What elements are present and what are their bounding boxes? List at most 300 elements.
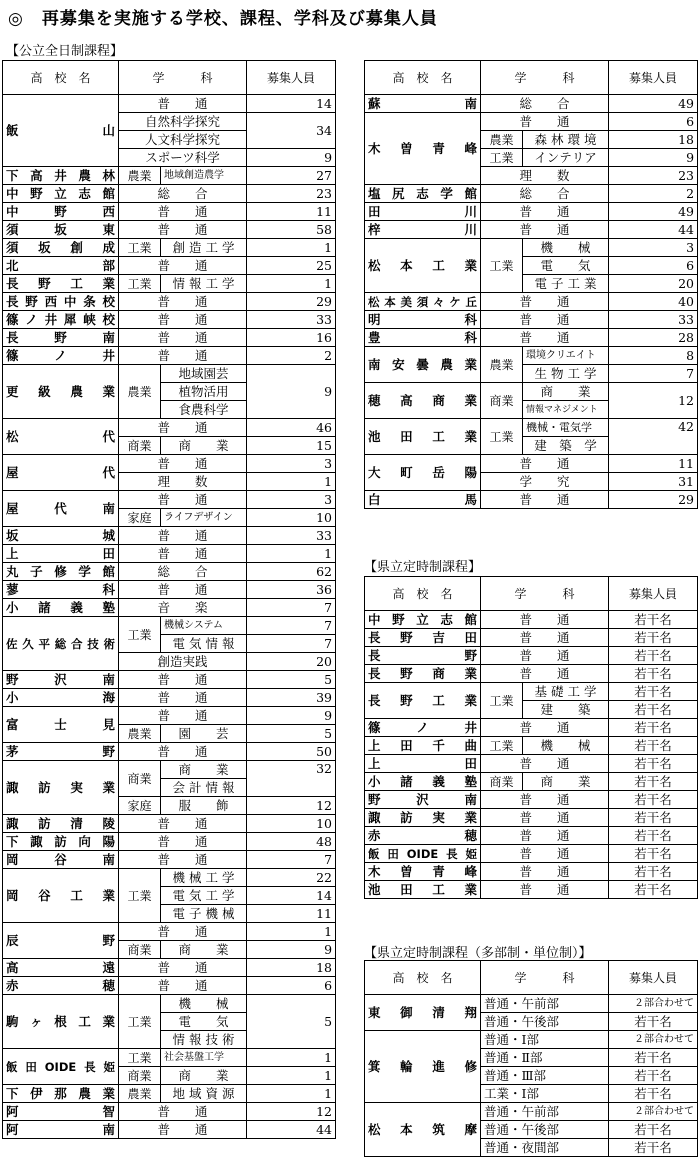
count-cell: 12 bbox=[609, 383, 698, 419]
department-cell: 若干名 bbox=[609, 1085, 698, 1103]
department-cell: 若干名 bbox=[609, 1067, 698, 1085]
department-cell: 普 通 bbox=[119, 329, 247, 347]
table-row bbox=[365, 203, 698, 221]
department-cell: 社会基盤工学 bbox=[161, 1049, 247, 1067]
school-name-cell: 小 海 bbox=[3, 689, 119, 707]
count-cell: 2 bbox=[609, 185, 698, 203]
department-cell: 普 通 bbox=[119, 203, 247, 221]
department-cell: 普通・Ⅱ部 bbox=[481, 1049, 609, 1067]
table-row bbox=[365, 347, 698, 365]
department-cell: 普 通 bbox=[119, 311, 247, 329]
table-row bbox=[3, 545, 336, 563]
page-title: ◎ 再募集を実施する学校、課程、学科及び募集人員 bbox=[8, 9, 438, 29]
count-cell: 1 bbox=[247, 239, 336, 257]
school-name-cell: 須 坂 創 成 bbox=[3, 239, 119, 257]
table-row bbox=[365, 1031, 698, 1049]
school-name-cell: 中 野 立 志 館 bbox=[3, 185, 119, 203]
department-cell: 普 通 bbox=[119, 293, 247, 311]
department-cell: 植物活用 bbox=[161, 383, 247, 401]
school-name-cell: 池 田 工 業 bbox=[365, 419, 481, 455]
department-cell: 普 通 bbox=[481, 311, 609, 329]
department-cell: インテリア bbox=[523, 149, 609, 167]
department-cell: 普 通 bbox=[119, 455, 247, 473]
table-row bbox=[3, 221, 336, 239]
department-cell: 普 通 bbox=[119, 545, 247, 563]
table-row bbox=[365, 455, 698, 473]
full-time-table-left bbox=[2, 60, 336, 1139]
department-cell: 自然科学探究 bbox=[119, 113, 247, 131]
count-cell: 11 bbox=[247, 905, 336, 923]
school-name-cell: 小 諸 義 塾 bbox=[365, 773, 481, 791]
table-row bbox=[365, 737, 698, 755]
count-cell: 6 bbox=[247, 977, 336, 995]
department-cell: 普 通 bbox=[119, 1103, 247, 1121]
category-cell: 商業 bbox=[119, 1067, 161, 1085]
department-cell: 電 子 機 械 bbox=[161, 905, 247, 923]
full-time-table-right bbox=[364, 60, 698, 509]
department-cell: 商 業 bbox=[523, 773, 609, 791]
school-name-cell: 蘇 南 bbox=[365, 95, 481, 113]
department-cell: 商 業 bbox=[161, 1067, 247, 1085]
department-cell: 若干名 bbox=[609, 701, 698, 719]
department-cell: 電 子 工 業 bbox=[523, 275, 609, 293]
count-cell: 9 bbox=[609, 149, 698, 167]
table-row bbox=[365, 221, 698, 239]
department-cell: 環境クリエイト bbox=[523, 347, 609, 365]
count-cell: 1 bbox=[247, 275, 336, 293]
department-cell: 普 通 bbox=[481, 629, 609, 647]
count-cell: 14 bbox=[247, 95, 336, 113]
table-row bbox=[3, 455, 336, 473]
department-cell: 園 芸 bbox=[161, 725, 247, 743]
count-cell: 23 bbox=[247, 185, 336, 203]
header-count: 募集人員 bbox=[609, 61, 698, 95]
table-row bbox=[3, 293, 336, 311]
count-cell: 25 bbox=[247, 257, 336, 275]
count-cell: 58 bbox=[247, 221, 336, 239]
count-cell: 12 bbox=[247, 797, 336, 815]
department-cell: 若干名 bbox=[609, 881, 698, 899]
part-time-table bbox=[364, 576, 698, 899]
table-row bbox=[3, 995, 336, 1013]
department-cell: 地域創造農学 bbox=[161, 167, 247, 185]
count-cell: 7 bbox=[247, 599, 336, 617]
table-row bbox=[3, 419, 336, 437]
department-cell: 若干名 bbox=[609, 1013, 698, 1031]
department-cell: 電 気 工 学 bbox=[161, 887, 247, 905]
table-row bbox=[365, 329, 698, 347]
department-cell: 機械・電気学 bbox=[523, 419, 609, 437]
table-row bbox=[365, 863, 698, 881]
count-cell: 7 bbox=[247, 635, 336, 653]
department-cell: 商 業 bbox=[523, 383, 609, 401]
department-cell: 地域園芸 bbox=[161, 365, 247, 383]
department-cell: 若干名 bbox=[609, 737, 698, 755]
category-cell: 農業 bbox=[481, 131, 523, 149]
department-cell: 普 通 bbox=[481, 113, 609, 131]
category-cell: 農業 bbox=[119, 365, 161, 419]
department-cell: 普通・夜間部 bbox=[481, 1139, 609, 1157]
table-header bbox=[365, 577, 698, 611]
table-row bbox=[365, 1103, 698, 1121]
category-cell: 商業 bbox=[119, 437, 161, 455]
school-name-cell: 上 田 bbox=[3, 545, 119, 563]
count-cell: 1 bbox=[247, 545, 336, 563]
department-cell: 若干名 bbox=[609, 611, 698, 629]
department-cell: 学 究 bbox=[481, 473, 609, 491]
table-row bbox=[3, 1121, 336, 1139]
department-cell: 若干名 bbox=[609, 665, 698, 683]
school-name-cell: 赤 穂 bbox=[365, 827, 481, 845]
table-row bbox=[365, 755, 698, 773]
department-cell: 創造実践 bbox=[119, 653, 247, 671]
category-cell: 商業 bbox=[119, 941, 161, 959]
table-row bbox=[3, 617, 336, 635]
header-school: 高 校 名 bbox=[365, 577, 481, 611]
school-name-cell: 下 高 井 農 林 bbox=[3, 167, 119, 185]
school-name-cell: 中 野 西 bbox=[3, 203, 119, 221]
department-cell: 普 通 bbox=[481, 611, 609, 629]
department-cell: 普 通 bbox=[119, 347, 247, 365]
department-cell: 普 通 bbox=[481, 665, 609, 683]
department-cell: 機 械 工 学 bbox=[161, 869, 247, 887]
count-cell: 44 bbox=[247, 1121, 336, 1139]
count-cell: 27 bbox=[247, 167, 336, 185]
department-cell: 電 気 情 報 bbox=[161, 635, 247, 653]
count-cell: 40 bbox=[609, 293, 698, 311]
department-cell: 普 通 bbox=[481, 491, 609, 509]
department-cell: 普 通 bbox=[481, 647, 609, 665]
table-row bbox=[3, 257, 336, 275]
department-cell: 情 報 技 術 bbox=[161, 1031, 247, 1049]
school-name-cell: 赤 穂 bbox=[3, 977, 119, 995]
department-cell: 若干名 bbox=[609, 1049, 698, 1067]
department-cell: 普 通 bbox=[481, 455, 609, 473]
school-name-cell: 長 野 南 bbox=[3, 329, 119, 347]
department-cell: 若干名 bbox=[609, 773, 698, 791]
table-row bbox=[365, 491, 698, 509]
department-cell: 普 通 bbox=[119, 923, 247, 941]
department-cell: 普 通 bbox=[481, 203, 609, 221]
table-row bbox=[3, 329, 336, 347]
count-cell: 33 bbox=[609, 311, 698, 329]
department-cell: 電 気 bbox=[161, 1013, 247, 1031]
department-cell: 普 通 bbox=[119, 689, 247, 707]
school-name-cell: 箕 輪 進 修 bbox=[365, 1031, 481, 1103]
table-row bbox=[3, 185, 336, 203]
school-name-cell: 長 野 吉 田 bbox=[365, 629, 481, 647]
department-cell: 食農科学 bbox=[161, 401, 247, 419]
count-cell: 46 bbox=[247, 419, 336, 437]
table-row bbox=[365, 665, 698, 683]
department-cell: 普 通 bbox=[481, 329, 609, 347]
table-row bbox=[3, 707, 336, 725]
department-cell: 普 通 bbox=[481, 755, 609, 773]
department-cell: 普通・Ⅰ部 bbox=[481, 1031, 609, 1049]
table-row bbox=[365, 827, 698, 845]
school-name-cell: 木 曽 青 峰 bbox=[365, 863, 481, 881]
school-name-cell: 富 士 見 bbox=[3, 707, 119, 743]
department-cell: 普 通 bbox=[119, 707, 247, 725]
count-cell: 3 bbox=[247, 455, 336, 473]
department-cell: 普 通 bbox=[119, 527, 247, 545]
department-cell: 普通・午後部 bbox=[481, 1121, 609, 1139]
category-cell: 工業 bbox=[481, 149, 523, 167]
department-cell: 普 通 bbox=[481, 845, 609, 863]
count-cell: 10 bbox=[247, 815, 336, 833]
school-name-cell: 白 馬 bbox=[365, 491, 481, 509]
header-school: 高 校 名 bbox=[3, 61, 119, 95]
count-cell: 7 bbox=[609, 365, 698, 383]
table-row bbox=[3, 671, 336, 689]
category-cell: 家庭 bbox=[119, 797, 161, 815]
department-cell: 若干名 bbox=[609, 845, 698, 863]
school-name-cell: 長野西中条校 bbox=[3, 293, 119, 311]
school-name-cell: 北 部 bbox=[3, 257, 119, 275]
school-name-cell: 下 諏 訪 向 陽 bbox=[3, 833, 119, 851]
count-cell: 2 bbox=[247, 347, 336, 365]
table-row bbox=[365, 995, 698, 1013]
table-row bbox=[365, 95, 698, 113]
count-cell: 20 bbox=[247, 653, 336, 671]
count-cell: 20 bbox=[609, 275, 698, 293]
count-cell: 18 bbox=[609, 131, 698, 149]
department-cell: 普通・午前部 bbox=[481, 1103, 609, 1121]
school-name-cell: 梓 川 bbox=[365, 221, 481, 239]
category-cell: 農業 bbox=[481, 347, 523, 383]
department-cell: 機械システム bbox=[161, 617, 247, 635]
department-cell: 普 通 bbox=[119, 743, 247, 761]
count-cell: 1 bbox=[247, 923, 336, 941]
department-cell: 普 通 bbox=[119, 1121, 247, 1139]
department-cell: 建 築 学 bbox=[523, 437, 609, 455]
count-cell: ２部合わせて bbox=[609, 1031, 698, 1049]
table-row bbox=[3, 1085, 336, 1103]
department-cell: 普 通 bbox=[481, 293, 609, 311]
table-header bbox=[365, 961, 698, 995]
department-cell: 若干名 bbox=[609, 755, 698, 773]
school-name-cell: 野 沢 南 bbox=[365, 791, 481, 809]
department-cell: 普 通 bbox=[119, 815, 247, 833]
category-cell: 工業 bbox=[119, 275, 161, 293]
count-cell: 32 bbox=[247, 761, 336, 797]
school-name-cell: 岡 谷 工 業 bbox=[3, 869, 119, 923]
school-name-cell: 中 野 立 志 館 bbox=[365, 611, 481, 629]
department-cell: 電 気 bbox=[523, 257, 609, 275]
table-row bbox=[365, 239, 698, 257]
department-cell: 建 築 bbox=[523, 701, 609, 719]
header-count: 募集人員 bbox=[247, 61, 336, 95]
department-cell: 普通・午前部 bbox=[481, 995, 609, 1013]
department-cell: 若干名 bbox=[609, 1139, 698, 1157]
count-cell: 8 bbox=[609, 347, 698, 365]
school-name-cell: 飯田OIDE長姫 bbox=[3, 1049, 119, 1085]
count-cell: 29 bbox=[247, 293, 336, 311]
count-cell: 1 bbox=[247, 473, 336, 491]
school-name-cell: 篠 ノ 井 bbox=[3, 347, 119, 365]
count-cell: 44 bbox=[609, 221, 698, 239]
table-row bbox=[3, 203, 336, 221]
department-cell: 創 造 工 学 bbox=[161, 239, 247, 257]
school-name-cell: 塩 尻 志 学 館 bbox=[365, 185, 481, 203]
category-cell: 農業 bbox=[119, 1085, 161, 1103]
department-cell: 理 数 bbox=[481, 167, 609, 185]
school-name-cell: 岡 谷 南 bbox=[3, 851, 119, 869]
department-cell: 普 通 bbox=[119, 581, 247, 599]
department-cell: 普 通 bbox=[119, 851, 247, 869]
department-cell: 総 合 bbox=[481, 185, 609, 203]
department-cell: 普 通 bbox=[119, 491, 247, 509]
department-cell: 人文科学探究 bbox=[119, 131, 247, 149]
count-cell: 3 bbox=[609, 239, 698, 257]
department-cell: 若干名 bbox=[609, 719, 698, 737]
department-cell: 理 数 bbox=[119, 473, 247, 491]
department-cell: 工業・Ⅰ部 bbox=[481, 1085, 609, 1103]
department-cell: 基 礎 工 学 bbox=[523, 683, 609, 701]
school-name-cell: 野 沢 南 bbox=[3, 671, 119, 689]
department-cell: 総 合 bbox=[481, 95, 609, 113]
school-name-cell: 長 野 工 業 bbox=[365, 683, 481, 719]
table-row bbox=[3, 833, 336, 851]
count-cell: 6 bbox=[609, 113, 698, 131]
department-cell: 情 報 工 学 bbox=[161, 275, 247, 293]
department-cell: 若干名 bbox=[609, 809, 698, 827]
table-row bbox=[365, 419, 698, 437]
table-row bbox=[3, 311, 336, 329]
count-cell: 28 bbox=[609, 329, 698, 347]
table-row bbox=[3, 491, 336, 509]
header-dept: 学 科 bbox=[119, 61, 247, 95]
count-cell: 49 bbox=[609, 203, 698, 221]
count-cell: 9 bbox=[247, 365, 336, 419]
count-cell: 1 bbox=[247, 1067, 336, 1085]
school-name-cell: 丸 子 修 学 館 bbox=[3, 563, 119, 581]
school-name-cell: 蓼 科 bbox=[3, 581, 119, 599]
department-cell: 普 通 bbox=[119, 419, 247, 437]
department-cell: 普通・Ⅲ部 bbox=[481, 1067, 609, 1085]
department-cell: 商 業 bbox=[161, 761, 247, 779]
category-cell: 工業 bbox=[119, 239, 161, 257]
school-name-cell: 松 本 工 業 bbox=[365, 239, 481, 293]
count-cell: 62 bbox=[247, 563, 336, 581]
category-cell: 工業 bbox=[119, 1049, 161, 1067]
count-cell: 23 bbox=[609, 167, 698, 185]
count-cell: 3 bbox=[247, 491, 336, 509]
table-row bbox=[3, 167, 336, 185]
count-cell: 5 bbox=[247, 671, 336, 689]
table-row bbox=[3, 977, 336, 995]
school-name-cell: 穂 高 商 業 bbox=[365, 383, 481, 419]
table-row bbox=[365, 383, 698, 401]
category-cell: 工業 bbox=[481, 683, 523, 719]
school-name-cell: 篠 ノ 井 bbox=[365, 719, 481, 737]
count-cell: 9 bbox=[247, 941, 336, 959]
school-name-cell: 篠ノ井犀峡校 bbox=[3, 311, 119, 329]
department-cell: 普 通 bbox=[119, 671, 247, 689]
count-cell: 14 bbox=[247, 887, 336, 905]
category-cell: 工業 bbox=[481, 239, 523, 293]
department-cell: 生 物 工 学 bbox=[523, 365, 609, 383]
count-cell: 1 bbox=[247, 1085, 336, 1103]
category-cell: 工業 bbox=[119, 869, 161, 923]
table-row bbox=[365, 773, 698, 791]
table-row bbox=[3, 923, 336, 941]
table-row bbox=[3, 563, 336, 581]
school-name-cell: 田 川 bbox=[365, 203, 481, 221]
school-name-cell: 長 野 商 業 bbox=[365, 665, 481, 683]
department-cell: 会 計 情 報 bbox=[161, 779, 247, 797]
table-row bbox=[365, 719, 698, 737]
table-row bbox=[365, 611, 698, 629]
category-cell: 商業 bbox=[119, 761, 161, 797]
count-cell: 5 bbox=[247, 725, 336, 743]
table-row bbox=[365, 791, 698, 809]
department-cell: 地 域 資 源 bbox=[161, 1085, 247, 1103]
school-name-cell: 下 伊 那 農 業 bbox=[3, 1085, 119, 1103]
table-row bbox=[3, 761, 336, 779]
count-cell: 11 bbox=[247, 203, 336, 221]
table-row bbox=[3, 239, 336, 257]
school-name-cell: 長 野 工 業 bbox=[3, 275, 119, 293]
count-cell: 9 bbox=[247, 707, 336, 725]
table-row bbox=[3, 527, 336, 545]
count-cell: 50 bbox=[247, 743, 336, 761]
table-row bbox=[365, 647, 698, 665]
section-multi-part: 【県立定時制課程（多部制・単位制）】 bbox=[364, 946, 592, 961]
school-name-cell: 飯 山 bbox=[3, 95, 119, 167]
count-cell: 42 bbox=[609, 419, 698, 455]
category-cell: 家庭 bbox=[119, 509, 161, 527]
school-name-cell: 長 野 bbox=[365, 647, 481, 665]
table-row bbox=[365, 293, 698, 311]
department-cell: 商 業 bbox=[161, 941, 247, 959]
table-header bbox=[3, 61, 336, 95]
department-cell: 機 械 bbox=[523, 737, 609, 755]
department-cell: 若干名 bbox=[609, 629, 698, 647]
count-cell: 15 bbox=[247, 437, 336, 455]
department-cell: 普 通 bbox=[481, 809, 609, 827]
header-school: 高 校 名 bbox=[365, 61, 481, 95]
count-cell: 18 bbox=[247, 959, 336, 977]
department-cell: 普通・午後部 bbox=[481, 1013, 609, 1031]
count-cell: 39 bbox=[247, 689, 336, 707]
count-cell: ２部合わせて bbox=[609, 1103, 698, 1121]
school-name-cell: 大 町 岳 陽 bbox=[365, 455, 481, 491]
category-cell: 工業 bbox=[119, 995, 161, 1049]
school-name-cell: 茅 野 bbox=[3, 743, 119, 761]
school-name-cell: 高 遠 bbox=[3, 959, 119, 977]
school-name-cell: 辰 野 bbox=[3, 923, 119, 959]
school-name-cell: 上 田 千 曲 bbox=[365, 737, 481, 755]
department-cell: 普 通 bbox=[119, 833, 247, 851]
department-cell: 普 通 bbox=[481, 791, 609, 809]
header-dept: 学 科 bbox=[481, 61, 609, 95]
school-name-cell: 東 御 清 翔 bbox=[365, 995, 481, 1031]
count-cell: 12 bbox=[247, 1103, 336, 1121]
table-row bbox=[3, 365, 336, 383]
table-row bbox=[3, 869, 336, 887]
table-row bbox=[3, 1103, 336, 1121]
department-cell: 普 通 bbox=[481, 221, 609, 239]
table-row bbox=[3, 815, 336, 833]
school-name-cell: 坂 城 bbox=[3, 527, 119, 545]
count-cell: 6 bbox=[609, 257, 698, 275]
table-row bbox=[3, 599, 336, 617]
header-count: 募集人員 bbox=[609, 577, 698, 611]
count-cell: 36 bbox=[247, 581, 336, 599]
count-cell: ２部合わせて bbox=[609, 995, 698, 1013]
table-row bbox=[3, 347, 336, 365]
